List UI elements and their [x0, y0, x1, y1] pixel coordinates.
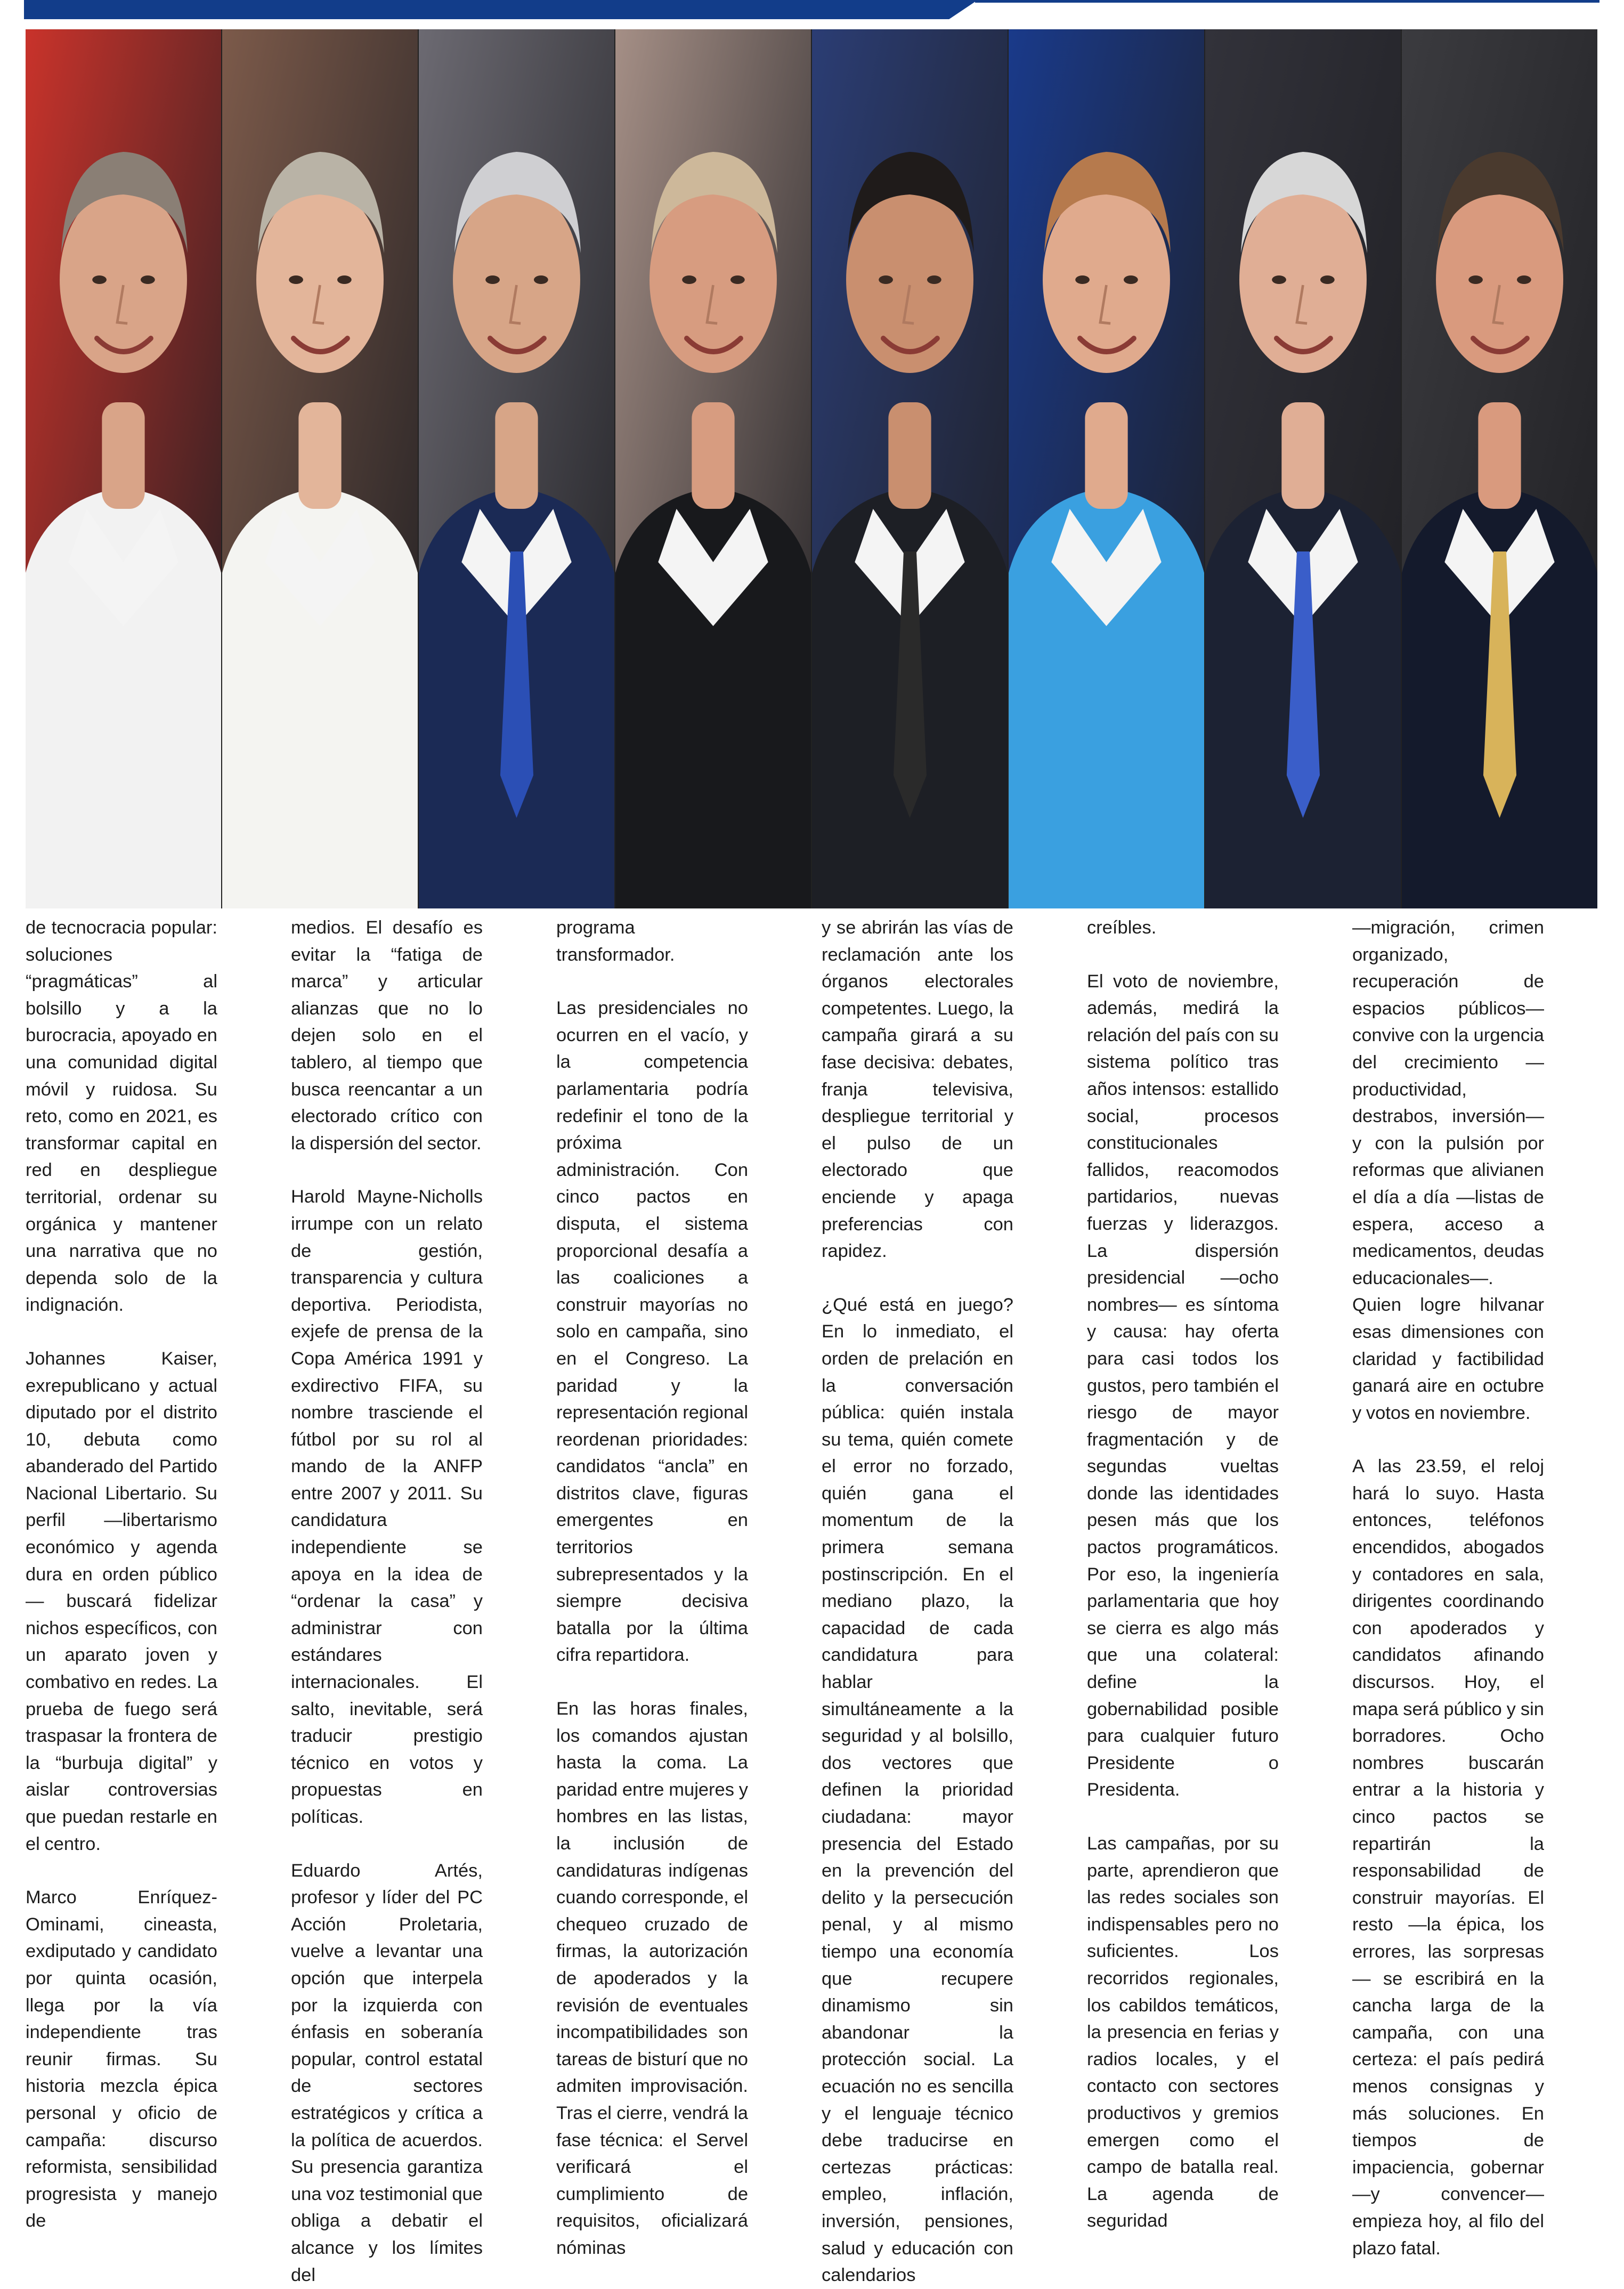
- article-body: [26, 914, 1597, 2286]
- photo-candidate-5: [812, 29, 1009, 908]
- paragraph: Las presidenciales no ocurren en el vacío, y la competencia parlamentaria podría redefinir el tono de la próxima administración. Con cinco pactos en disputa, el sistema proporcional desafía a las coaliciones a construir mayorías no solo en campaña, sino en el Congreso. La paridad y la representación regional reordenan prioridades: candidatos “ancla” en distritos clave, figuras emergentes en territorios subrepresentados y la siempre decisiva batalla por la última cifra repartidora.: [556, 998, 748, 1666]
- candidates-photo-strip: [26, 29, 1597, 908]
- portrait-illustration: [1402, 29, 1597, 908]
- paragraph: Eduardo Artés, profesor y líder del PC Acción Proletaria, vuelve a levantar una opción que interpela por la izquierda con énfasis en soberanía popular, control estatal de sectores estratégicos y crítica a la política de acuerdos. Su presencia garantiza una voz testimonial que obliga a debatir el alcance y los límites del: [291, 1860, 483, 2285]
- paragraph: El voto de noviembre, además, medirá la relación del país con su sistema político tras años intensos: estallido social, procesos constitucionales fallidos, reacomodos partidarios, nuevas fuerzas y liderazgos. La dispersión presidencial —ocho nombres— es síntoma y causa: hay oferta para casi todos los gustos, pero también el riesgo de mayor fragmentación y de segundas vueltas donde las identidades pesen más que los pactos programáticos. Por eso, la ingeniería parlamentaria que hoy se cierra es algo más que una colateral: define la gobernabilidad posible para cualquier futuro Presidente o Presidenta.: [1087, 971, 1279, 1800]
- photo-candidate-1: [26, 29, 222, 908]
- paragraph: medios. El desafío es evitar la “fatiga de marca” y articular alianzas que no lo dejen solo en el tablero, al tiempo que busca reencantar a un electorado crítico con la dispersión del sector.: [291, 918, 483, 1154]
- paragraph: Marco Enríquez-Ominami, cineasta, exdiputado y candidato por quinta ocasión, llega por la vía independiente tras reunir firmas. Su historia mezcla épica personal y oficio de campaña: discurso reformista, sensibilidad progresista y manejo de: [26, 1887, 217, 2231]
- paragraph: Johannes Kaiser, exrepublicano y actual diputado por el distrito 10, debuta como abanderado del Partido Nacional Libertario. Su perfil —libertarismo económico y agenda dura en orden público— buscará fidelizar nichos específicos, con un aparato joven y combativo en redes. La prueba de fuego será traspasar la frontera de la “burbuja digital” y aislar controversias que puedan restarle en el centro.: [26, 1348, 217, 1854]
- portrait-illustration: [26, 29, 221, 908]
- portrait-illustration: [812, 29, 1008, 908]
- paragraph: Las campañas, por su parte, aprendieron que las redes sociales son indispensables pero no suficientes. Los recorridos regionales, los cabildos temáticos, la presencia en ferias y radios locales, y el contacto con sectores productivos y gremios emergen como el campo de batalla real. La agenda de seguridad: [1087, 1833, 1279, 2231]
- photo-candidate-6: [1009, 29, 1205, 908]
- paragraph: En las horas finales, los comandos ajustan hasta la coma. La paridad entre mujeres y hombres en las listas, la inclusión de candidaturas indígenas cuando corresponde, el chequeo cruzado de firmas, la autorización de apoderados y la revisión de eventuales incompatibilidades son tareas de bisturí que no admiten improvisación. Tras el cierre, vendrá la fase técnica: el Servel verificará el cumplimiento de requisitos, oficializará nóminas: [556, 1699, 748, 2258]
- paragraph: de tecnocracia popular: soluciones “pragmáticas” al bolsillo y a la burocracia, apoyado en una comunidad digital móvil y ruidosa. Su reto, como en 2021, es transformar capital en red en despliegue territorial, ordenar su orgánica y mantener una narrativa que no dependa solo de la indignación.: [26, 918, 217, 1316]
- photo-candidate-2: [222, 29, 419, 908]
- photo-candidate-8: [1402, 29, 1597, 908]
- photo-candidate-7: [1205, 29, 1402, 908]
- text-column-5: [1087, 914, 1279, 2231]
- portrait-illustration: [419, 29, 614, 908]
- photo-candidate-4: [615, 29, 812, 908]
- header-blue-band: [24, 0, 978, 19]
- header-bar: [0, 0, 1624, 32]
- header-rule: [975, 0, 1599, 3]
- paragraph: y se abrirán las vías de reclamación ante los órganos electorales competentes. Luego, la campaña girará a su fase decisiva: debates, franja televisiva, despliegue territorial y el pulso de un electorado que enciende y apaga preferencias con rapidez.: [822, 918, 1013, 1262]
- paragraph: Harold Mayne-Nicholls irrumpe con un relato de gestión, transparencia y cultura deportiva. Periodista, exjefe de prensa de la Copa América 1991 y exdirectivo FIFA, su nombre trasciende el fútbol por su rol al mando de la ANFP entre 2007 y 2011. Su candidatura independiente se apoya en la idea de “ordenar la casa” y administrar con estándares internacionales. El salto, inevitable, será traducir prestigio técnico en votos y propuestas en políticas.: [291, 1187, 483, 1827]
- text-column-2: [291, 914, 483, 2285]
- portrait-illustration: [222, 29, 418, 908]
- text-column-1: [26, 914, 217, 2231]
- portrait-illustration: [1205, 29, 1401, 908]
- text-column-4: [822, 914, 1013, 2286]
- paragraph: A las 23.59, el reloj hará lo suyo. Hasta entonces, teléfonos encendidos, abogados y contadores en sala, dirigentes coordinando con apoderados y candidatos afinando discursos. Hoy, el mapa será público y sin borradores. Ocho nombres buscarán entrar a la historia y cinco pactos se repartirán la responsabilidad de construir mayorías. El resto —la épica, los errores, las sorpresas— se escribirá en la cancha larga de la campaña, con una certeza: el país pedirá menos consignas y más soluciones. En tiempos de impaciencia, gobernar —y convencer— empieza hoy, al filo del plazo fatal.: [1352, 1456, 1544, 2259]
- paragraph: programa transformador.: [556, 918, 675, 965]
- text-column-6: [1352, 914, 1544, 2259]
- text-column-3: [556, 914, 748, 2258]
- portrait-illustration: [615, 29, 811, 908]
- paragraph: ¿Qué está en juego? En lo inmediato, el orden de prelación en la conversación pública: quién instala su tema, quién comete el error no forzado, quién gana el momentum de la primera semana postinscripción. En el mediano plazo, la capacidad de cada candidatura para hablar simultáneamente a la seguridad y al bolsillo, dos vectores que definen la prioridad ciudadana: mayor presencia del Estado en la prevención del delito y la persecución penal, y al mismo tiempo una economía que recupere dinamismo sin abandonar la protección social. La ecuación no es sencilla y el lenguaje técnico debe traducirse en certezas prácticas: empleo, inflación, inversión, pensiones, salud y educación con calendarios: [822, 1294, 1013, 2286]
- portrait-illustration: [1009, 29, 1204, 908]
- photo-candidate-3: [419, 29, 615, 908]
- paragraph: creíbles.: [1087, 918, 1157, 938]
- paragraph: —migración, crimen organizado, recuperación de espacios públicos— convive con la urgencia del crecimiento —productividad, destrabos, inversión— y con la pulsión por reformas que alivianen el día a día —listas de espera, acceso a medicamentos, deudas educacionales—. Quien logre hilvanar esas dimensiones con claridad y factibilidad ganará aire en octubre y votos en noviembre.: [1352, 918, 1544, 1423]
